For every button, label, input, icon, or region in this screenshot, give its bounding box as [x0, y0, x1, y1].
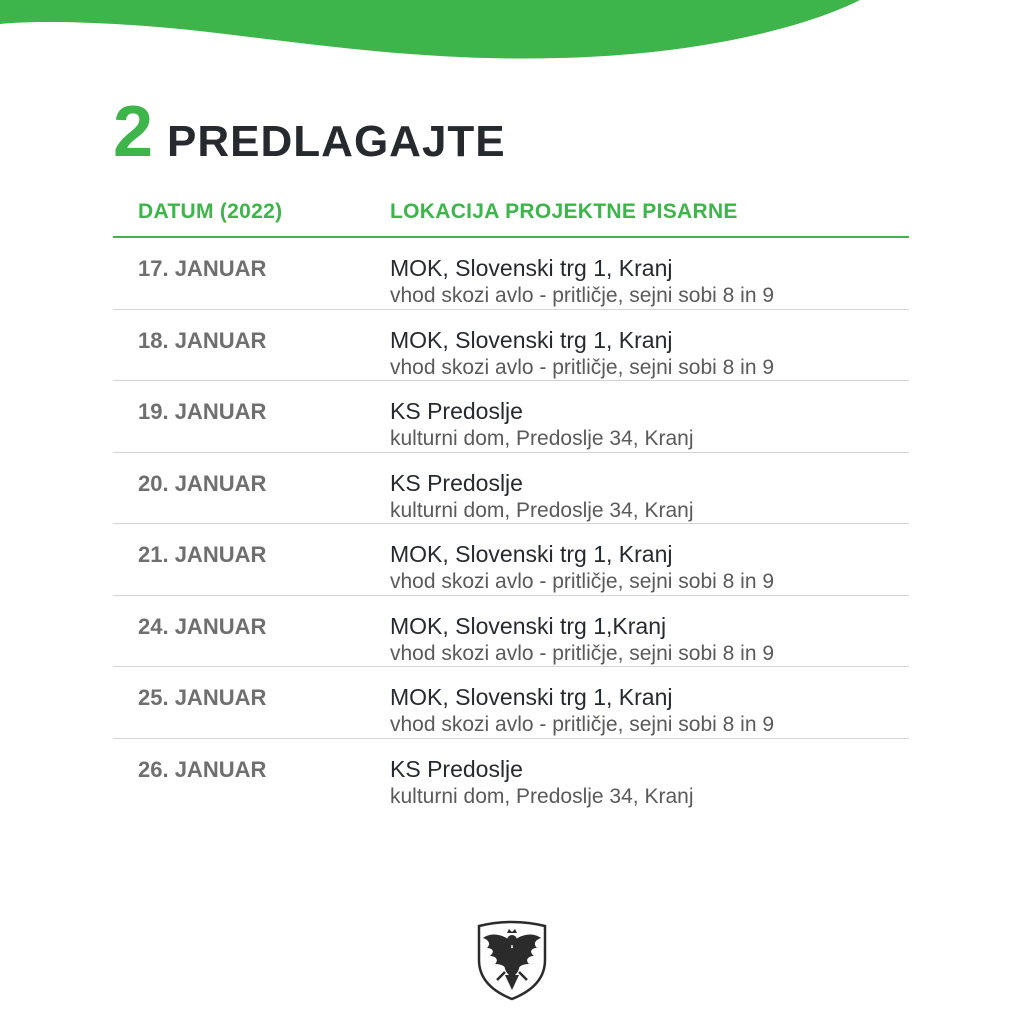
header-date: DATUM (2022) — [138, 200, 283, 223]
row-date: 25. JANUAR — [138, 685, 267, 710]
row-location-detail: vhod skozi avlo - pritličje, sejni sobi 8 in 9 — [390, 284, 775, 307]
table-row — [113, 739, 909, 811]
table-row — [113, 238, 909, 310]
row-location-detail: vhod skozi avlo - pritličje, sejni sobi 8 in 9 — [390, 355, 775, 379]
row-location-detail: kulturni dom, Predoslje 34, Kranj — [390, 498, 694, 522]
table-row — [113, 453, 909, 525]
row-location: MOK, Slovenski trg 1, Kranj — [390, 326, 673, 353]
row-location: KS Predoslje — [390, 469, 523, 496]
schedule-table — [113, 196, 909, 810]
step-number: 2 — [113, 92, 154, 172]
row-location-cell — [365, 469, 909, 524]
row-location: KS Predoslje — [390, 755, 523, 782]
row-location-detail: vhod skozi avlo - pritličje, sejni sobi 8 in 9 — [390, 713, 775, 736]
row-date: 26. JANUAR — [138, 756, 267, 782]
row-date: 17. JANUAR — [138, 256, 267, 281]
row-location-detail: kulturni dom, Predoslje 34, Kranj — [390, 427, 694, 450]
row-date: 19. JANUAR — [138, 399, 267, 424]
top-wave-decoration — [0, 0, 1024, 70]
row-location: MOK, Slovenski trg 1, Kranj — [390, 684, 673, 710]
row-location-cell — [365, 612, 909, 667]
row-location: KS Predoslje — [390, 398, 523, 424]
header-location: LOKACIJA PROJEKTNE PISARNE — [390, 200, 738, 223]
row-date: 21. JANUAR — [138, 542, 267, 567]
row-location-cell — [365, 254, 909, 309]
row-location-detail: vhod skozi avlo - pritličje, sejni sobi 8 in 9 — [390, 641, 775, 665]
row-date: 20. JANUAR — [138, 470, 267, 496]
table-row — [113, 381, 909, 453]
table-row — [113, 524, 909, 596]
row-date: 24. JANUAR — [138, 613, 267, 639]
page-title: PREDLAGAJTE — [167, 117, 506, 166]
coat-of-arms-eagle-icon — [473, 920, 551, 1002]
table-row — [113, 667, 909, 739]
table-row — [113, 310, 909, 382]
row-location-cell — [365, 540, 909, 595]
row-location-detail: kulturni dom, Predoslje 34, Kranj — [390, 784, 694, 808]
row-location: MOK, Slovenski trg 1, Kranj — [390, 255, 673, 281]
row-date: 18. JANUAR — [138, 327, 267, 353]
row-location-cell — [365, 755, 909, 811]
row-location-detail: vhod skozi avlo - pritličje, sejni sobi 8 in 9 — [390, 570, 775, 593]
table-row — [113, 596, 909, 668]
page-heading — [113, 92, 506, 172]
row-location: MOK, Slovenski trg 1,Kranj — [390, 612, 667, 639]
row-location: MOK, Slovenski trg 1, Kranj — [390, 541, 673, 567]
row-location-cell — [365, 326, 909, 381]
table-header — [113, 196, 909, 238]
row-location-cell — [365, 397, 909, 452]
row-location-cell — [365, 683, 909, 738]
